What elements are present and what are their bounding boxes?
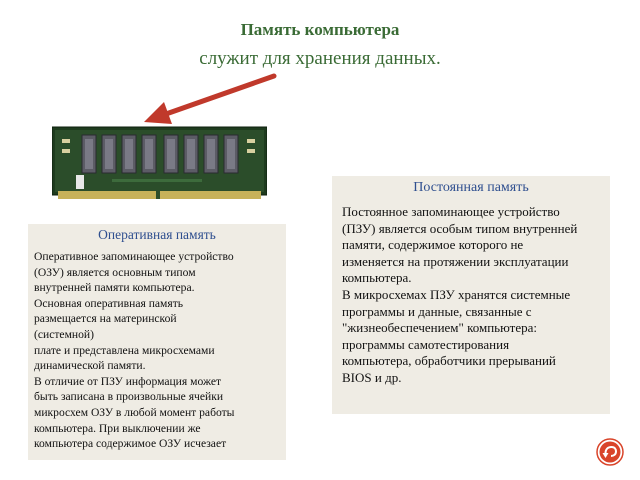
- ram-panel-heading: Оперативная память: [98, 227, 216, 242]
- rom-panel-text: Постоянное запоминающее устройство (ПЗУ) является особым типом внутренней памяти, содержимое которого не изменяется на протяжении эксплуатации компьютера. В микросхемах ПЗУ хранятся системные программы и данные, связанные с "жизнеобеспечением" компьютера: программы самотестирования компьютера, обработчики прерываний BIOS и др.: [342, 204, 578, 385]
- ram-panel: [28, 224, 286, 460]
- slide-subtitle: служит для хранения данных.: [199, 48, 441, 69]
- rom-panel-heading: Постоянная память: [413, 180, 529, 195]
- rom-panel: [332, 176, 610, 414]
- slide-title: Память компьютера: [240, 20, 400, 39]
- ram-panel-text: Оперативное запоминающее устройство (ОЗУ) является основным типом внутренней памяти компьютера. Основная оперативная память размещается на материнской (системной) плате и представлена микросхемами динамической памяти. В отличие от ПЗУ информация может быть записана в произвольные ячейки микросхем ОЗУ в любой момент работы компьютера. При выключении же компьютера содержимое ОЗУ исчезает: [34, 250, 235, 451]
- return-arrow-icon[interactable]: [596, 438, 624, 466]
- arrow-icon: [140, 70, 280, 130]
- memory-module-image: [52, 125, 267, 205]
